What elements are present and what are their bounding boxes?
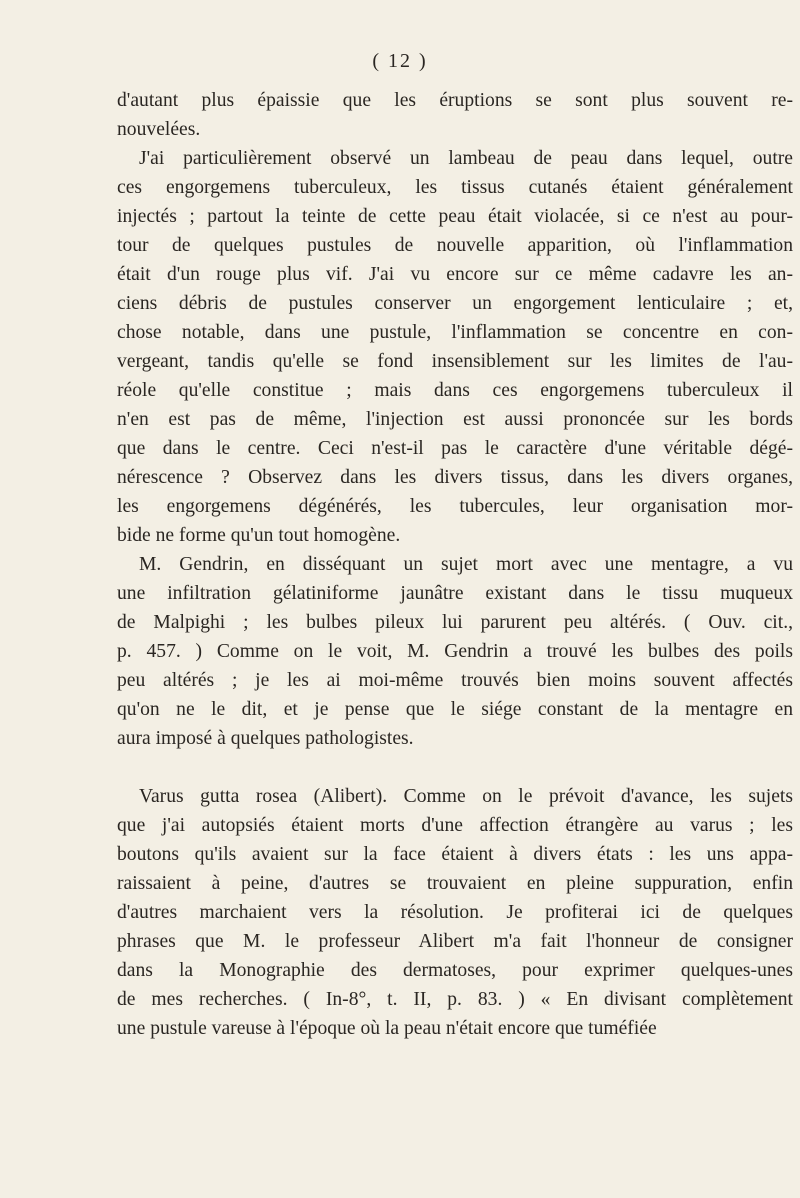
text-line: réole qu'elle constitue ; mais dans ces engorgemens tuberculeux il: [117, 380, 793, 401]
text-line: d'autres marchaient vers la résolution. Je profiterai ici de quelques: [117, 902, 793, 923]
text-line: p. 457. ) Comme on le voit, M. Gendrin a trouvé les bulbes des poils: [117, 641, 793, 662]
text-line: les engorgemens dégénérés, les tubercules, leur organisation mor-: [117, 496, 793, 517]
text-line: chose notable, dans une pustule, l'inflammation se concentre en con-: [117, 322, 793, 343]
text-line: une infiltration gélatiniforme jaunâtre existant dans le tissu muqueux: [117, 583, 793, 604]
text-line: de mes recherches. ( In-8°, t. II, p. 83. ) « En divisant complètement: [117, 989, 793, 1010]
page-number: ( 12 ): [372, 50, 428, 72]
text-line: nérescence ? Observez dans les divers tissus, dans les divers organes,: [117, 467, 793, 488]
text-line: n'en est pas de même, l'injection est aussi prononcée sur les bords: [117, 409, 793, 430]
paragraph: [117, 86, 793, 144]
paragraph: [117, 782, 793, 1043]
paragraph-gap: [117, 753, 793, 782]
text-line: tour de quelques pustules de nouvelle apparition, où l'inflammation: [117, 235, 793, 256]
text-line: M. Gendrin, en disséquant un sujet mort avec une mentagre, a vu: [139, 554, 793, 575]
text-line: phrases que M. le professeur Alibert m'a fait l'honneur de consigner: [117, 931, 793, 952]
text-line: ciens débris de pustules conserver un engorgement lenticulaire ; et,: [117, 293, 793, 314]
text-line: nouvelées.: [117, 119, 201, 140]
text-line: vergeant, tandis qu'elle se fond insensiblement sur les limites de l'au-: [117, 351, 793, 372]
body-text: [117, 86, 793, 1043]
paragraph: [117, 550, 793, 753]
text-line: J'ai particulièrement observé un lambeau de peau dans lequel, outre: [139, 148, 793, 169]
text-line: dans la Monographie des dermatoses, pour exprimer quelques-unes: [117, 960, 793, 981]
text-line: était d'un rouge plus vif. J'ai vu encore sur ce même cadavre les an-: [117, 264, 793, 285]
text-line: une pustule vareuse à l'époque où la peau n'était encore que tuméfiée: [117, 1018, 657, 1039]
text-line: d'autant plus épaissie que les éruptions se sont plus souvent re-: [117, 90, 793, 111]
text-line: Varus gutta rosea (Alibert). Comme on le prévoit d'avance, les sujets: [139, 786, 793, 807]
text-line: boutons qu'ils avaient sur la face étaient à divers états : les uns appa-: [117, 844, 793, 865]
text-line: que j'ai autopsiés étaient morts d'une affection étrangère au varus ; les: [117, 815, 793, 836]
text-line: ces engorgemens tuberculeux, les tissus cutanés étaient généralement: [117, 177, 793, 198]
text-line: peu altérés ; je les ai moi-même trouvés bien moins souvent affectés: [117, 670, 793, 691]
text-line: raissaient à peine, d'autres se trouvaient en pleine suppuration, enfin: [117, 873, 793, 894]
text-line: injectés ; partout la teinte de cette peau était violacée, si ce n'est au pour-: [117, 206, 793, 227]
text-line: que dans le centre. Ceci n'est-il pas le caractère d'une véritable dégé-: [117, 438, 793, 459]
text-line: qu'on ne le dit, et je pense que le siége constant de la mentagre en: [117, 699, 793, 720]
text-line: bide ne forme qu'un tout homogène.: [117, 525, 401, 546]
text-line: aura imposé à quelques pathologistes.: [117, 728, 414, 749]
paragraph: [117, 144, 793, 550]
text-line: de Malpighi ; les bulbes pileux lui parurent peu altérés. ( Ouv. cit.,: [117, 612, 793, 633]
